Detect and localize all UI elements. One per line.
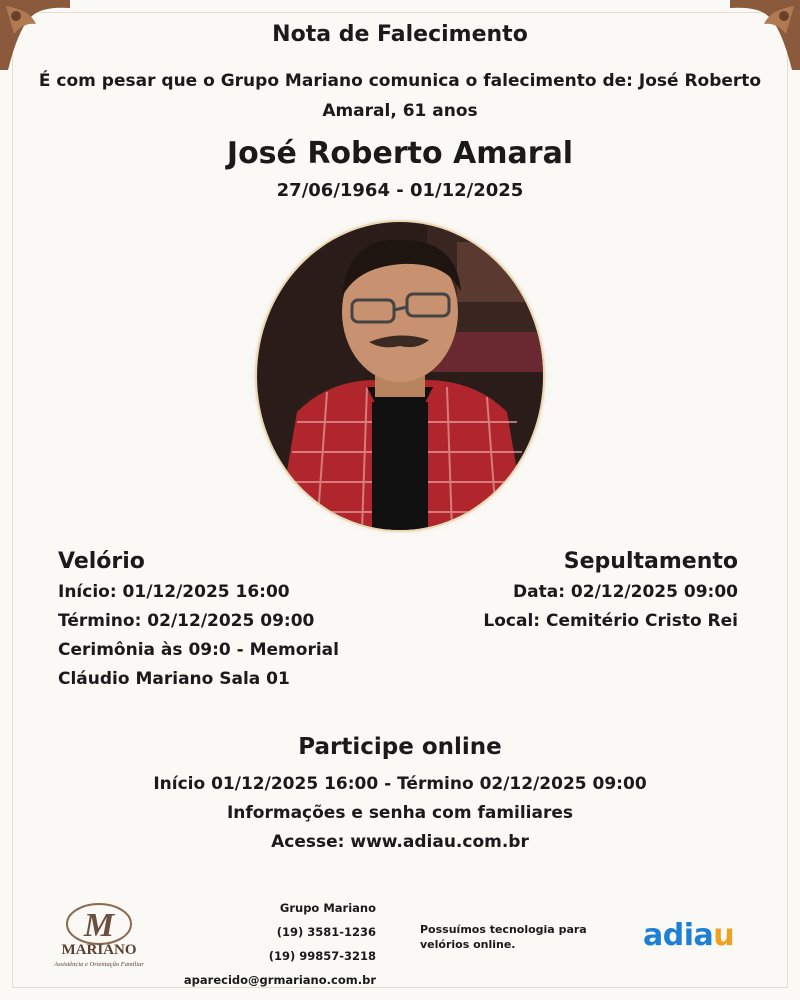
sepultamento-section (398, 548, 738, 636)
notice-text: É com pesar que o Grupo Mariano comunica o falecimento de: José Roberto Amaral, 61 anos (38, 71, 762, 121)
contact-email[interactable]: aparecido@grmariano.com.br (183, 973, 376, 987)
adiau-logo (643, 918, 734, 953)
online-schedule: Início 01/12/2025 16:00 - Término 02/12/2025 09:00 (153, 774, 647, 794)
velorio-ceremony-line-1: Cerimônia às 09:0 - Memorial (58, 640, 339, 660)
deceased-portrait (257, 222, 543, 530)
sepultamento-date: Data: 02/12/2025 09:00 (513, 582, 738, 602)
velorio-ceremony-line-2: Cláudio Mariano Sala 01 (58, 669, 290, 689)
sepultamento-location: Local: Cemitério Cristo Rei (483, 611, 738, 631)
velorio-section (58, 548, 378, 694)
mariano-logo-letter: M (83, 907, 115, 944)
sepultamento-heading: Sepultamento (563, 549, 738, 574)
mariano-logo (44, 902, 154, 972)
velorio-end: Término: 02/12/2025 09:00 (58, 611, 315, 631)
online-info: Informações e senha com familiares (226, 803, 574, 823)
contact-block (184, 896, 376, 992)
velorio-heading: Velório (58, 549, 145, 574)
contact-phone-1[interactable]: (19) 3581-1236 (276, 925, 376, 939)
mariano-logo-tagline: Assistência e Orientação Familiar (54, 961, 144, 968)
adiau-logo-main: adia (643, 918, 714, 953)
velorio-start: Início: 01/12/2025 16:00 (58, 582, 290, 602)
deceased-name: José Roberto Amaral (226, 136, 574, 171)
adiau-logo-accent: u (713, 918, 735, 953)
online-heading: Participe online (298, 734, 502, 760)
life-dates: 27/06/1964 - 01/12/2025 (276, 180, 524, 201)
online-access-link[interactable]: Acesse: www.adiau.com.br (271, 832, 529, 852)
tech-text: Possuímos tecnologia para velórios online. (420, 923, 587, 951)
contact-phone-2[interactable]: (19) 99857-3218 (268, 949, 376, 963)
mariano-logo-name: MARIANO (61, 942, 137, 958)
contact-company: Grupo Mariano (279, 901, 376, 915)
notice-title: Nota de Falecimento (272, 22, 528, 47)
